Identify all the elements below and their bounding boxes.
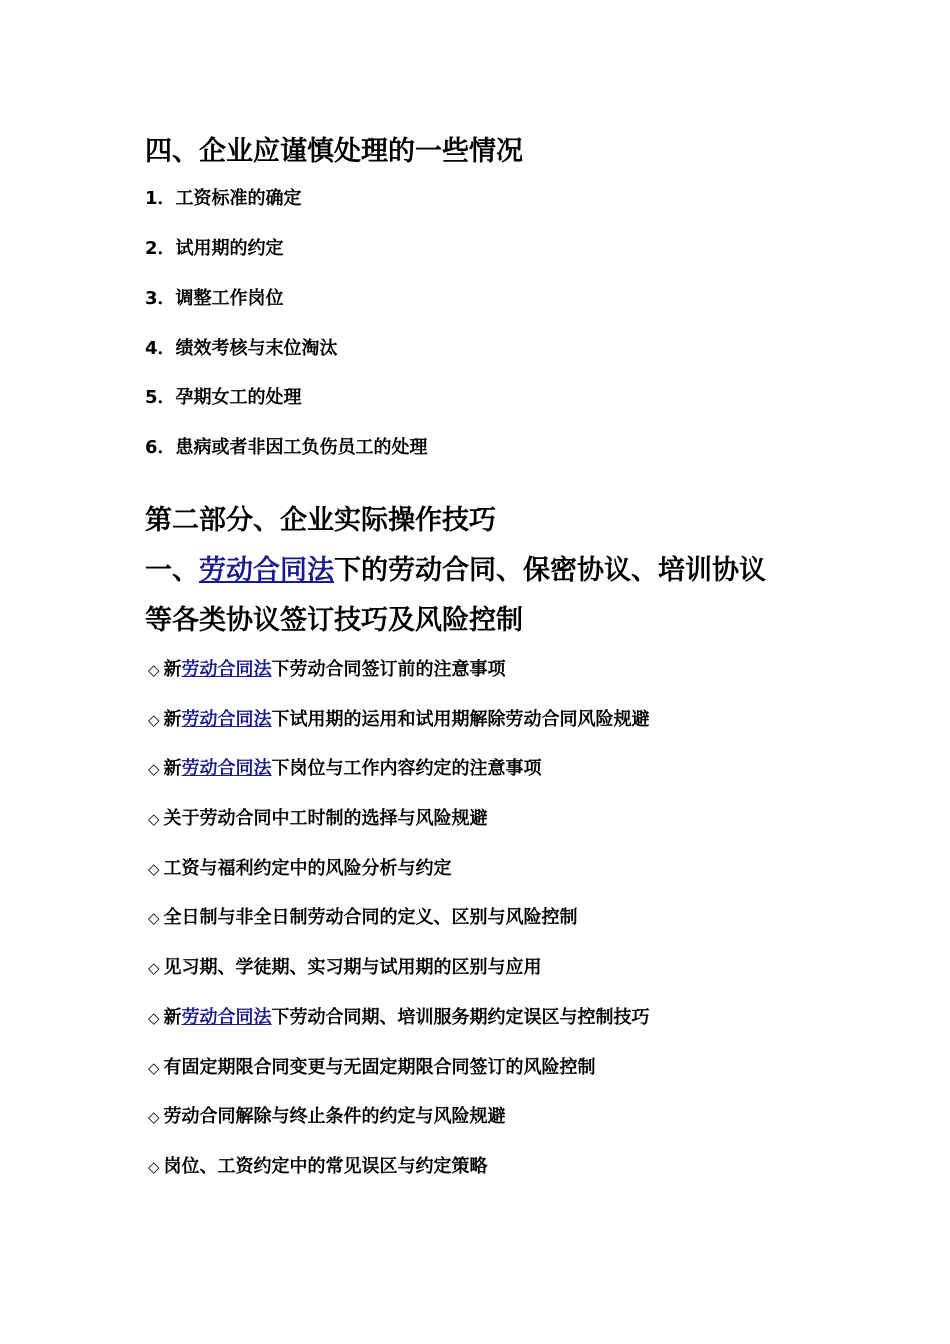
list-item: 1．工资标准的确定 [145,188,302,209]
bullet-item: ◇ 有固定期限合同变更与无固定期限合同签订的风险控制 [148,1057,596,1078]
labor-contract-law-link[interactable]: 劳动合同法 [181,659,272,680]
bullet-item: ◇ 新劳动合同法下劳动合同期、培训服务期约定误区与控制技巧 [148,1007,650,1028]
diamond-bullet-icon: ◇ [148,760,160,778]
bullet-item: ◇ 全日制与非全日制劳动合同的定义、区别与风险控制 [148,907,578,928]
diamond-bullet-icon: ◇ [148,909,160,927]
list-item: 5．孕期女工的处理 [145,387,302,408]
part-2-heading-line-2: 等各类协议签订技巧及风险控制 [145,605,523,636]
diamond-bullet-icon: ◇ [148,860,160,878]
diamond-bullet-icon: ◇ [148,661,160,679]
section-4-title: 四、企业应谨慎处理的一些情况 [145,136,523,167]
diamond-bullet-icon: ◇ [148,959,160,977]
part-2-heading-line-1 [145,555,766,587]
labor-contract-law-link[interactable]: 劳动合同法 [199,555,334,586]
diamond-bullet-icon: ◇ [148,1158,160,1176]
bullet-item: ◇ 新劳动合同法下岗位与工作内容约定的注意事项 [148,758,542,779]
list-item: 4．绩效考核与末位淘汰 [145,338,338,359]
list-item: 6．患病或者非因工负伤员工的处理 [145,437,428,458]
bullet-item: ◇ 关于劳动合同中工时制的选择与风险规避 [148,808,488,829]
labor-contract-law-link[interactable]: 劳动合同法 [181,1007,272,1028]
bullet-item: ◇ 工资与福利约定中的风险分析与约定 [148,858,452,879]
part-2-title: 第二部分、企业实际操作技巧 [145,505,496,536]
diamond-bullet-icon: ◇ [148,1108,160,1126]
bullet-item: ◇ 新劳动合同法下劳动合同签订前的注意事项 [148,659,506,680]
list-item: 3．调整工作岗位 [145,288,284,309]
bullet-item: ◇ 岗位、工资约定中的常见误区与约定策略 [148,1156,488,1177]
labor-contract-law-link[interactable]: 劳动合同法 [181,709,272,730]
diamond-bullet-icon: ◇ [148,711,160,729]
diamond-bullet-icon: ◇ [148,1059,160,1077]
diamond-bullet-icon: ◇ [148,1009,160,1027]
heading-rest: 下的劳动合同、保密协议、培训协议 [334,555,766,586]
list-item: 2．试用期的约定 [145,238,284,259]
heading-prefix: 一、 [145,555,199,586]
bullet-item: ◇ 劳动合同解除与终止条件的约定与风险规避 [148,1106,506,1127]
bullet-item: ◇ 新劳动合同法下试用期的运用和试用期解除劳动合同风险规避 [148,709,650,730]
bullet-item: ◇ 见习期、学徒期、实习期与试用期的区别与应用 [148,957,542,978]
diamond-bullet-icon: ◇ [148,810,160,828]
labor-contract-law-link[interactable]: 劳动合同法 [181,758,272,779]
